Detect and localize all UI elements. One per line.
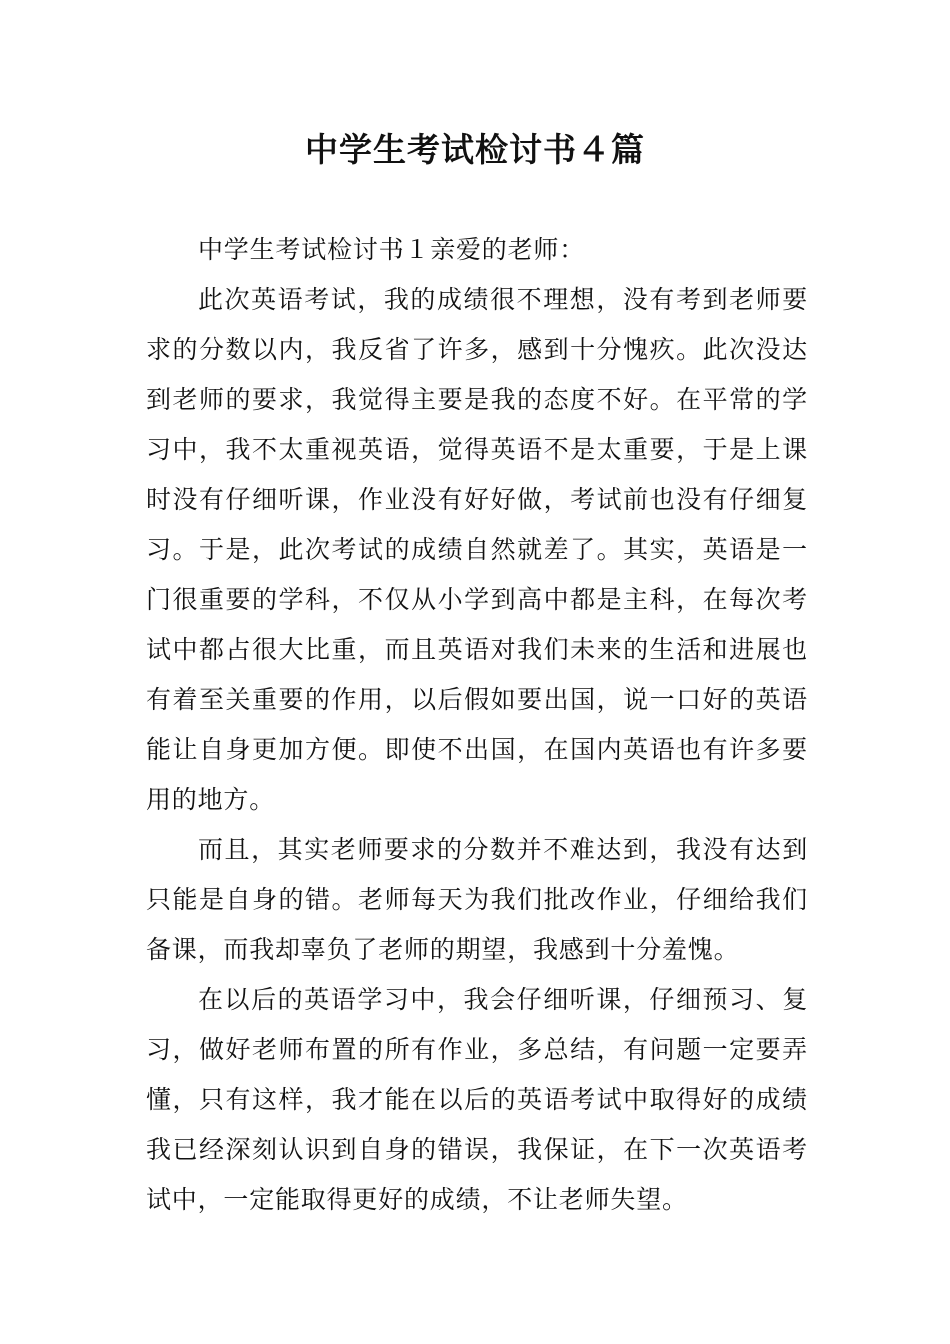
paragraph-3: 在以后的英语学习中，我会仔细听课，仔细预习、复习，做好老师布置的所有作业，多总结，有问题一定要弄懂，只有这样，我才能在以后的英语考试中取得好的成绩我已经深刻认识到自身的错误，我保证，在下一次英语考试中，一定能取得更好的成绩，不让老师失望。 xyxy=(146,985,808,1214)
paragraph-1: 此次英语考试，我的成绩很不理想，没有考到老师要求的分数以内，我反省了许多，感到十分愧疚。此次没达到老师的要求，我觉得主要是我的态度不好。在平常的学习中，我不太重视英语，觉得英语不是太重要，于是上课时没有仔细听课，作业没有好好做，考试前也没有仔细复习。于是，此次考试的成绩自然就差了。其实，英语是一门很重要的学科，不仅从小学到高中都是主科，在每次考试中都占很大比重，而且英语对我们未来的生活和进展也有着至关重要的作用，以后假如要出国，说一口好的英语能让自身更加方便。即使不出国，在国内英语也有许多要用的地方。 xyxy=(146,285,808,814)
document-title: 中学生考试检讨书４篇 xyxy=(305,130,645,169)
paragraph-salutation: 中学生考试检讨书１亲爱的老师： xyxy=(198,235,586,264)
document-body xyxy=(146,225,808,1225)
paragraph-2: 而且，其实老师要求的分数并不难达到，我没有达到只能是自身的错。老师每天为我们批改作业，仔细给我们备课，而我却辜负了老师的期望，我感到十分羞愧。 xyxy=(146,835,808,964)
